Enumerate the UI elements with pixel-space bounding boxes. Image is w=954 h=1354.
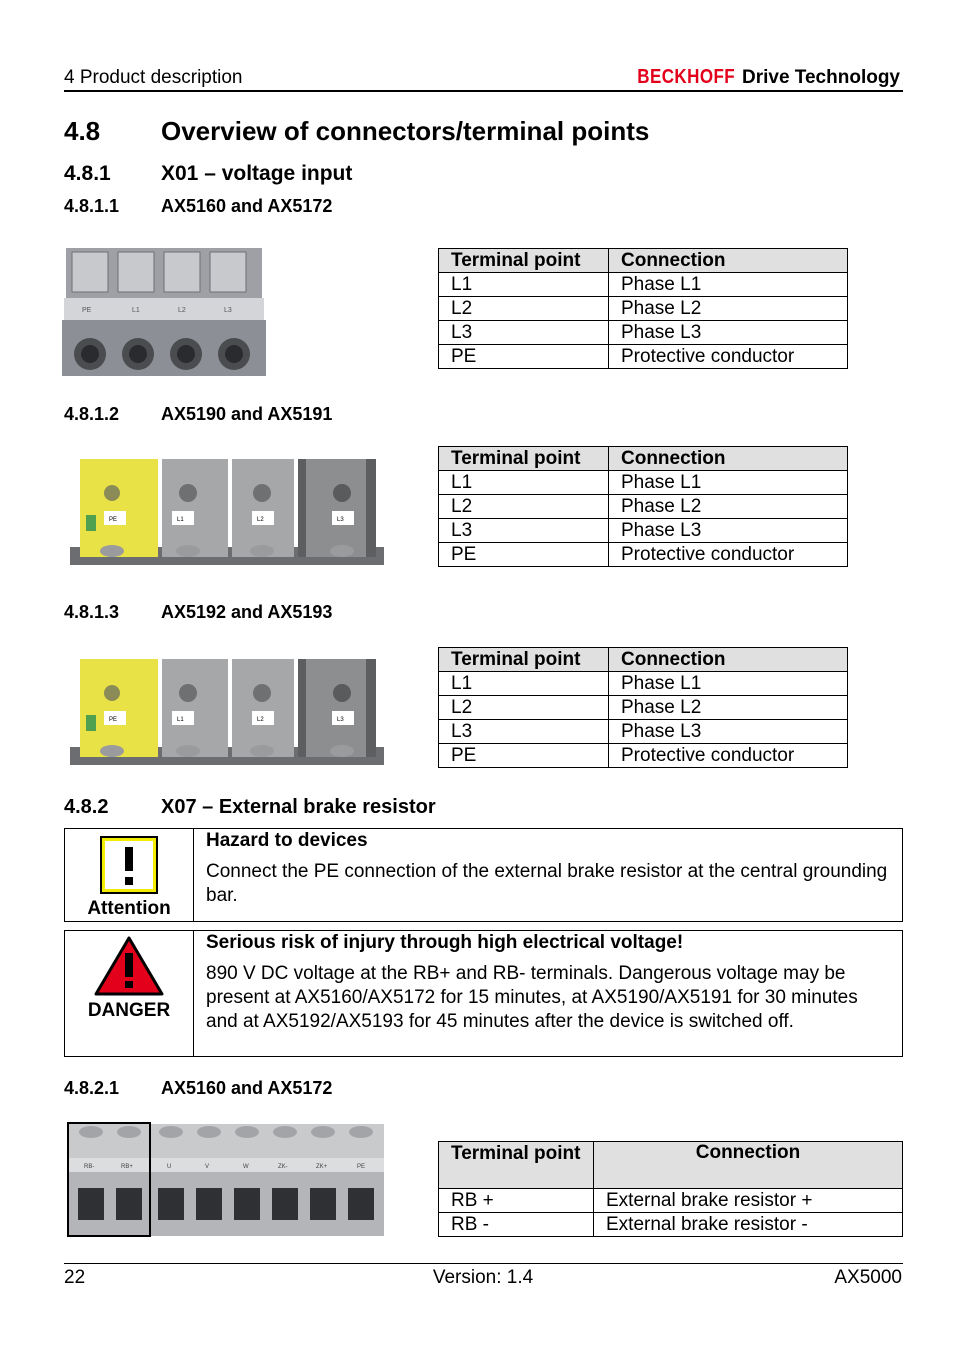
svg-text:W: W: [243, 1164, 249, 1170]
table-cell: PE: [439, 744, 609, 768]
header-rule: [64, 90, 903, 92]
page-number: 22: [64, 1267, 86, 1288]
heading-4-8-2-1: [64, 1078, 332, 1099]
svg-text:L3: L3: [224, 307, 232, 314]
terminal-table-ax5190: [438, 446, 848, 567]
heading-text: AX5192 and AX5193: [161, 602, 333, 622]
terminal-block-photo-ax5160: [62, 244, 266, 376]
table-cell: L3: [439, 519, 609, 543]
brake-connector-photo: [64, 1120, 386, 1238]
svg-text:L2: L2: [178, 307, 186, 314]
notice-title: Hazard to devices: [206, 830, 368, 851]
notice-kind: Attention: [87, 898, 171, 919]
heading-number: 4.8.1.1: [64, 196, 120, 216]
svg-text:L3: L3: [337, 517, 344, 523]
column-header: Terminal point: [439, 249, 609, 273]
column-header: Connection: [594, 1142, 903, 1189]
svg-text:U: U: [167, 1164, 172, 1170]
header-brand: [620, 66, 900, 89]
table-cell: L1: [439, 273, 609, 297]
heading-number: 4.8.1: [64, 162, 111, 185]
footer-product: AX5000: [834, 1267, 902, 1288]
svg-text:L2: L2: [257, 717, 264, 723]
heading-number: 4.8.1.3: [64, 602, 120, 622]
svg-text:RB+: RB+: [121, 1164, 133, 1170]
svg-text:PE: PE: [357, 1164, 366, 1170]
header-section: 4 Product description: [64, 67, 243, 88]
table-cell: L2: [439, 495, 609, 519]
brake-terminal-table: [438, 1141, 903, 1237]
table-cell: Protective conductor: [609, 543, 848, 567]
table-cell: L1: [439, 471, 609, 495]
table-cell: L1: [439, 672, 609, 696]
svg-text:PE: PE: [109, 717, 118, 723]
title-text: Overview of connectors/terminal points: [161, 116, 650, 146]
notice-body: 890 V DC voltage at the RB+ and RB- terminals. Dangerous voltage may be present at AX5160/AX5172 for 15 minutes, at AX5190/AX5191 for 30 minutes and at AX5192/AX5193 for 45 minutes after the device is switched off.: [206, 963, 858, 1032]
danger-notice: [64, 930, 903, 1057]
table-cell: L3: [439, 321, 609, 345]
heading-4-8-1-1: [64, 196, 332, 217]
table-cell: PE: [439, 345, 609, 369]
notice-icon-cell: [65, 829, 194, 921]
heading-4-8-1: [64, 162, 352, 186]
table-cell: L2: [439, 696, 609, 720]
table-cell: Protective conductor: [609, 345, 848, 369]
svg-text:L1: L1: [177, 517, 184, 523]
heading-number: 4.8.1.2: [64, 404, 120, 424]
notice-title: Serious risk of injury through high electrical voltage!: [206, 932, 684, 953]
terminal-table-ax5192: [438, 647, 848, 768]
heading-text: AX5160 and AX5172: [161, 1078, 333, 1098]
column-header: Connection: [609, 648, 848, 672]
column-header: Connection: [609, 249, 848, 273]
warning-triangle-icon: [93, 935, 165, 997]
table-cell: Phase L3: [609, 720, 848, 744]
terminal-table-ax5160: [438, 248, 848, 369]
heading-4-8-1-3: [64, 602, 332, 623]
table-cell: Phase L3: [609, 519, 848, 543]
table-cell: Phase L2: [609, 696, 848, 720]
svg-text:PE: PE: [109, 517, 118, 523]
svg-text:L1: L1: [132, 307, 140, 314]
notice-body: Connect the PE connection of the external brake resistor at the central grounding bar.: [206, 861, 888, 906]
table-row: [439, 273, 848, 297]
table-cell: RB +: [439, 1189, 594, 1213]
notice-kind: DANGER: [87, 1000, 171, 1021]
column-header: Connection: [609, 447, 848, 471]
svg-text:PE: PE: [82, 307, 92, 314]
svg-text:L3: L3: [337, 717, 344, 723]
table-cell: External brake resistor -: [594, 1213, 903, 1237]
table-cell: Protective conductor: [609, 744, 848, 768]
table-cell: Phase L2: [609, 297, 848, 321]
table-row: [439, 321, 848, 345]
heading-4-8-2: [64, 796, 436, 819]
column-header: Terminal point: [439, 648, 609, 672]
footer-rule: [64, 1263, 903, 1264]
table-row: [439, 720, 848, 744]
table-row: [439, 297, 848, 321]
table-row: [439, 519, 848, 543]
table-cell: Phase L1: [609, 672, 848, 696]
exclamation-icon: [99, 835, 159, 895]
table-row: [439, 471, 848, 495]
table-cell: External brake resistor +: [594, 1189, 903, 1213]
svg-text:RB-: RB-: [84, 1164, 95, 1170]
table-row: [439, 672, 848, 696]
terminal-block-photo-ax5190: [66, 455, 388, 567]
table-row: [439, 696, 848, 720]
svg-text:L2: L2: [257, 517, 264, 523]
table-row: [439, 495, 848, 519]
table-header-row: [439, 447, 848, 471]
table-row: [439, 345, 848, 369]
table-header-row: [439, 249, 848, 273]
heading-number: 4.8.2: [64, 796, 109, 818]
table-cell: RB -: [439, 1213, 594, 1237]
table-cell: Phase L1: [609, 471, 848, 495]
table-row: [439, 543, 848, 567]
svg-text:V: V: [205, 1164, 210, 1170]
table-row: [439, 1213, 903, 1237]
table-cell: Phase L2: [609, 495, 848, 519]
table-cell: L3: [439, 720, 609, 744]
table-header-row: [439, 648, 848, 672]
table-cell: Phase L3: [609, 321, 848, 345]
table-row: [439, 744, 848, 768]
page-title: [64, 116, 649, 147]
column-header: Terminal point: [439, 447, 609, 471]
svg-text:L1: L1: [177, 717, 184, 723]
table-header-row: [439, 1142, 903, 1189]
header-brand-suffix: Drive Technology: [741, 67, 900, 88]
heading-4-8-1-2: [64, 404, 332, 425]
heading-number: 4.8.2.1: [64, 1078, 120, 1098]
attention-notice: [64, 828, 903, 922]
column-header: Terminal point: [439, 1142, 594, 1189]
terminal-block-photo-ax5192: [66, 655, 388, 767]
heading-text: X07 – External brake resistor: [161, 796, 436, 818]
table-cell: L2: [439, 297, 609, 321]
title-number: 4.8: [64, 116, 101, 146]
table-cell: Phase L1: [609, 273, 848, 297]
heading-text: X01 – voltage input: [161, 162, 353, 185]
beckhoff-logo: BECKHOFF: [636, 66, 735, 88]
heading-text: AX5160 and AX5172: [161, 196, 333, 216]
footer-version: Version: 1.4: [432, 1267, 534, 1288]
table-row: [439, 1189, 903, 1213]
notice-icon-cell: [65, 931, 194, 1056]
svg-text:ZK+: ZK+: [316, 1164, 328, 1170]
svg-text:ZK-: ZK-: [278, 1164, 288, 1170]
table-cell: PE: [439, 543, 609, 567]
heading-text: AX5190 and AX5191: [161, 404, 333, 424]
